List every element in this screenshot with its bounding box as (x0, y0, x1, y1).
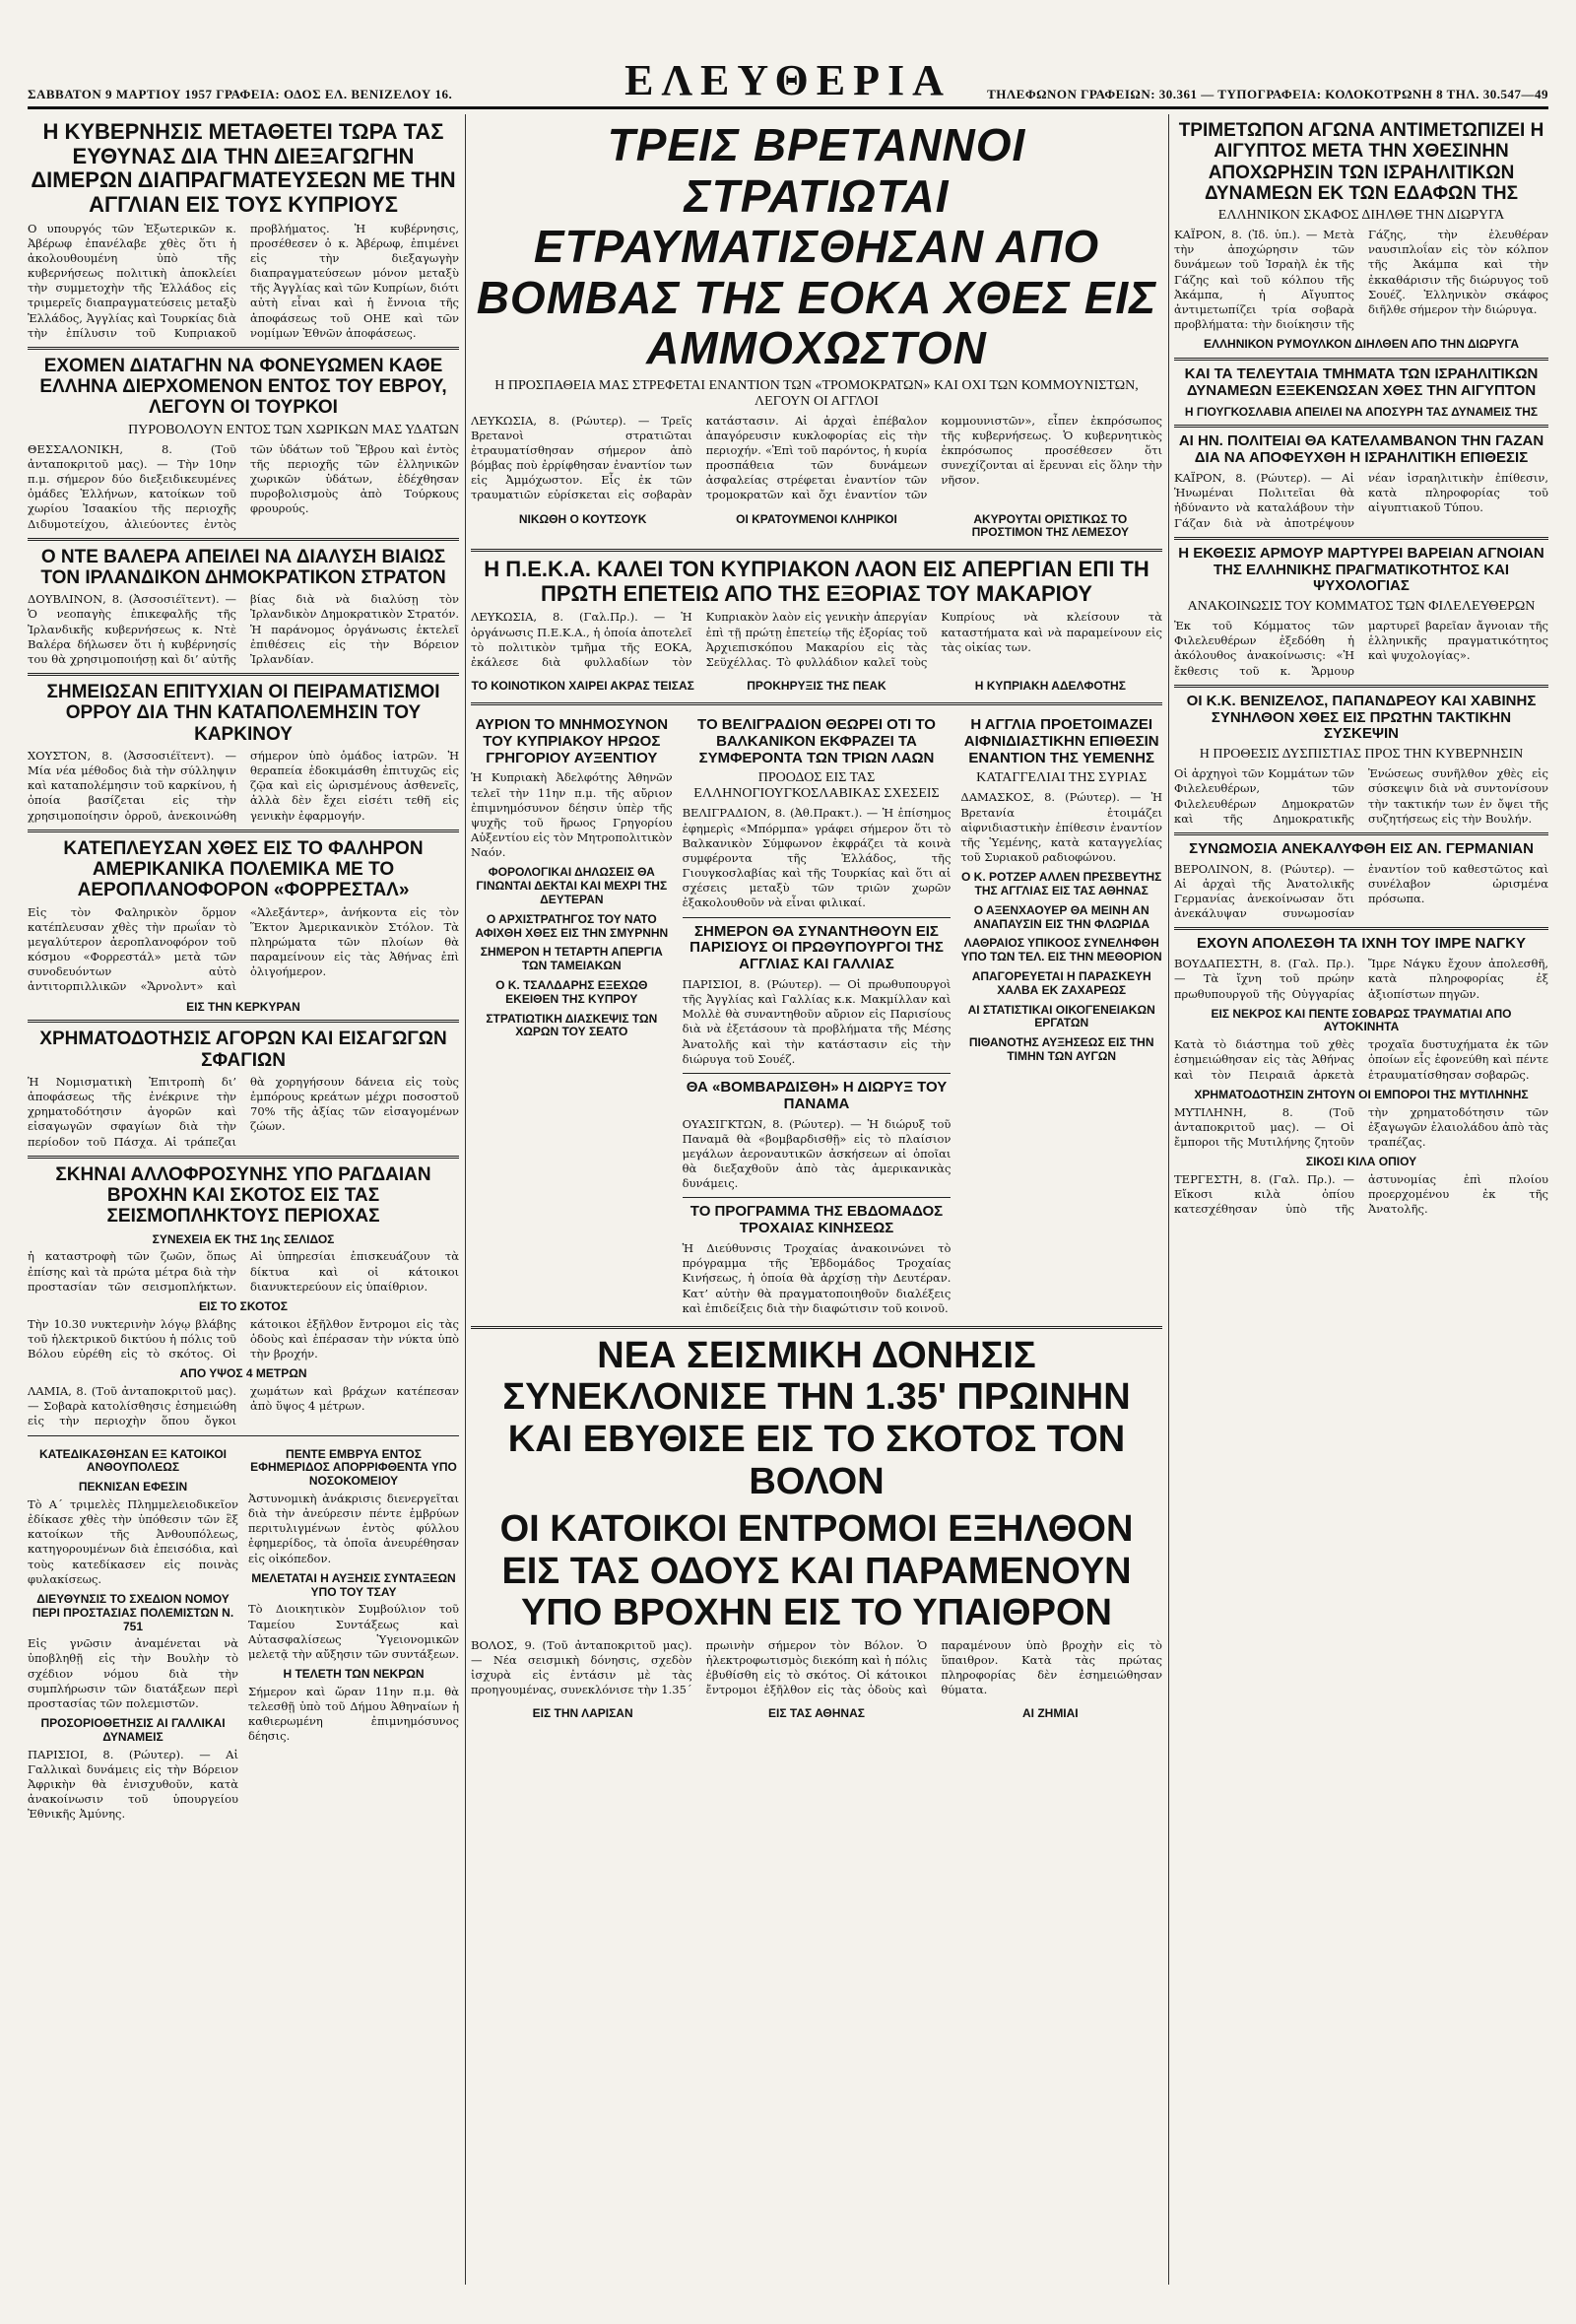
article-body: ΔΟΥΒΛΙΝΟΝ, 8. (Ἀσσοσιέϊτεντ). — Ὁ νεοπαγὴς ἐπικεφαλῆς τῆς Ἰρλανδικῆς κυβερνήσεως κ. Ντὲ Βαλέρα δήλωσεν ὅτι ἡ κυβέρνησίς του θὰ χρησιμοποιήσῃ καὶ δι’ αὐτῆς βίας διὰ νὰ διαλύσῃ τὸν Ἰρλανδικὸν Δημοκρατικὸν Στρατόν. Ἡ παράνομος ὀργάνωσις ἐκτελεῖ ἐπιθέσεις εἰς τὴν Βόρειον Ἰρλανδίαν. (28, 592, 459, 666)
subheading: ΕΙΣ ΤΗΝ ΚΕΡΚΥΡΑΝ (186, 999, 300, 1014)
article-body: Ἡ Διεύθυνσις Τροχαίας ἀνακοινώνει τὸ πρόγραμμα τῆς Ἑβδομάδος Τροχαίας Κινήσεως, ἡ ὁποία θὰ ἀρχίσῃ τὴν Δευτέραν. Κατ’ αὐτὴν θὰ πραγματοποιηθοῦν διαλέξεις καὶ ἐπιδείξεις διὰ τὴν διαφώτισιν τοῦ κοινοῦ. (682, 1241, 952, 1315)
column-rule (1168, 114, 1169, 2285)
article-body: ΒΟΥΔΑΠΕΣΤΗ, 8. (Γαλ. Πρ.). — Τὰ ἴχνη τοῦ πρώην πρωθυπουργοῦ τῆς Οὑγγαρίας Ἴμρε Νάγκυ ἔχουν ἀπολεσθῆ, κατὰ πληροφορίας ἐξ ἀξιοπίστων πηγῶν. (1174, 957, 1548, 1001)
divider (28, 538, 459, 541)
headline: ΣΗΜΕΡΟΝ Η ΤΕΤΑΡΤΗ ΑΠΕΡΓΙΑ ΤΩΝ ΤΑΜΕΙΑΚΩΝ (480, 945, 663, 973)
subheading: ΠΡΟΚΗΡΥΞΙΣ ΤΗΣ ΠΕΑΚ (747, 679, 886, 694)
headline: ΚΑΤΕΠΛΕΥΣΑΝ ΧΘΕΣ ΕΙΣ ΤΟ ΦΑΛΗΡΟΝ ΑΜΕΡΙΚΑΝΙΚΑ ΠΟΛΕΜΙΚΑ ΜΕ ΤΟ ΑΕΡΟΠΛΑΝΟΦΟΡΟΝ «ΦΟΡΡΕΣΤΑΛ» (63, 837, 424, 901)
subheading: ΕΙΣ ΤΗΝ ΛΑΡΙΣΑΝ (532, 1706, 633, 1721)
article-body: ἡ καταστροφὴ τῶν ζωῶν, ὅπως ἐπίσης καὶ τὰ πρώτα μέτρα διὰ τὴν προστασίαν τῶν σεισμοπλήκτων. Αἱ ὑπηρεσίαι ἐπισκευάζουν τὰ δίκτυα καὶ οἱ κάτοικοι διανυκτερεύουν εἰς ὑπαίθριον. (28, 1249, 459, 1294)
subheading: Η ΠΡΟΘΕΣΙΣ ΔΥΣΠΙΣΤΙΑΣ ΠΡΟΣ ΤΗΝ ΚΥΒΕΡΝΗΣΙΝ (1199, 747, 1524, 763)
headline: Ο ΑΞΕΝΧΑΟΥΕΡ ΘΑ ΜΕΙΝΗ ΑΝ ΑΝΑΠΑΥΣΙΝ ΕΙΣ ΤΗΝ ΦΛΩΡΙΔΑ (973, 902, 1150, 931)
headline: ΔΙΕΥΘΥΝΣΙΣ ΤΟ ΣΧΕΔΙΟΝ ΝΟΜΟΥ ΠΕΡΙ ΠΡΟΣΤΑΣΙΑΣ ΠΟΛΕΜΙΣΤΩΝ Ν. 751 (32, 1591, 234, 1633)
headline: Ο ΝΤΕ ΒΑΛΕΡΑ ΑΠΕΙΛΕΙ ΝΑ ΔΙΑΛΥΣΗ ΒΙΑΙΩΣ ΤΟΝ ΙΡΛΑΝΔΙΚΟΝ ΔΗΜΟΚΡΑΤΙΚΟΝ ΣΤΡΑΤΟΝ (40, 546, 446, 588)
divider (1174, 832, 1548, 835)
headline: ΑΙ ΣΤΑΤΙΣΤΙΚΑΙ ΟΙΚΟΓΕΝΕΙΑΚΩΝ ΕΡΓΑΤΩΝ (967, 1002, 1155, 1030)
article-body: ΟΥΑΣΙΓΚΤΩΝ, 8. (Ρώυτερ). — Ἡ διώρυξ τοῦ Παναμᾶ θὰ «βομβαρδισθῇ» εἰς τὸ πλαίσιον μεγάλων ἀεροναυτικῶν ἀσκήσεων αἱ ὁποῖαι θὰ διεξαχθοῦν ἀπὸ τὰς ἀμερικανικὰς δυνάμεις. (682, 1116, 952, 1191)
article-body: Ἐκ τοῦ Κόμματος τῶν Φιλελευθέρων ἐξεδόθη ἡ ἀκόλουθος ἀνακοίνωσις: «Ἡ ἔκθεσις τοῦ κ. Ἄρμουρ μαρτυρεῖ βαρεῖαν ἄγνοιαν τῆς ἑλληνικῆς πραγματικότητος καὶ ψυχολογίας». (1174, 619, 1548, 678)
divider (1174, 685, 1548, 688)
subheading: ΠΥΡΟΒΟΛΟΥΝ ΕΝΤΟΣ ΤΩΝ ΧΩΡΙΚΩΝ ΜΑΣ ΥΔΑΤΩΝ (128, 422, 459, 437)
article-body: Τὴν 10.30 νυκτερινὴν λόγῳ βλάβης τοῦ ἠλεκτρικοῦ δικτύου ἡ πόλις τοῦ Βόλου εὑρέθη εἰς τὸ σκότος. Οἱ κάτοικοι ἐξῆλθον ἔντρομοι εἰς τὰς ὁδοὺς καὶ ἐπέρασαν τὴν νύκτα ὑπὸ τὴν βροχήν. (28, 1316, 459, 1361)
divider (683, 917, 952, 918)
headline: ΑΙ ΗΝ. ΠΟΛΙΤΕΙΑΙ ΘΑ ΚΑΤΕΛΑΜΒΑΝΟΝ ΤΗΝ ΓΑΖΑΝ ΔΙΑ ΝΑ ΑΠΟΦΕΥΧΘΗ Η ΙΣΡΑΗΛΙΤΙΚΗ ΕΠΙΘΕΣΙΣ (1178, 432, 1544, 467)
headline: ΕΧΟΥΝ ΑΠΟΛΕΣΘΗ ΤΑ ΙΧΝΗ ΤΟΥ ΙΜΡΕ ΝΑΓΚΥ (1196, 935, 1527, 953)
divider (471, 549, 1162, 552)
headline: ΕΧΟΜΕΝ ΔΙΑΤΑΓΗΝ ΝΑ ΦΟΝΕΥΩΜΕΝ ΚΑΘΕ ΕΛΛΗΝΑ ΔΙΕΡΧΟΜΕΝΟΝ ΕΝΤΟΣ ΤΟΥ ΕΒΡΟΥ, ΛΕΓΟΥΝ ΟΙ ΤΟΥΡΚΟΙ (39, 355, 447, 419)
banner-subheading: Η ΠΡΟΣΠΑΘΕΙΑ ΜΑΣ ΣΤΡΕΦΕΤΑΙ ΕΝΑΝΤΙΟΝ ΤΩΝ «ΤΡΟΜΟΚΡΑΤΩΝ» ΚΑΙ ΟΧΙ ΤΩΝ ΚΟΜΜΟΥΝΙΣΤΩΝ, ΛΕΓΟΥΝ ΟΙ ΑΓΓΛΟΙ (494, 377, 1139, 409)
article-body: Εἰς τὸν Φαληρικὸν ὅρμον κατέπλευσαν χθὲς τὴν πρωΐαν τὸ μεγαλύτερον ἀεροπλανοφόρον τοῦ κόσμου «Φορρεστάλ» μετὰ τῶν συνοδευόντων αὐτὸ ἀντιτορπιλλικῶν «Ἄρνολντ» καὶ «Ἁλεξάντερ», ἀνήκοντα εἰς τὸν Ἕκτον Ἀμερικανικὸν Στόλον. Τὰ πληρώματα τῶν πλοίων θὰ παραμείνουν εἰς τὰς Ἀθήνας ἐπὶ ὀλιγοήμερον. (28, 904, 459, 994)
column-rule (465, 114, 466, 2285)
continuation-note: ΣΥΝΕΧΕΙΑ ΕΚ ΤΗΣ 1ης ΣΕΛΙΔΟΣ (152, 1231, 335, 1246)
masthead (28, 57, 1548, 109)
article-body: ΒΟΛΟΣ, 9. (Τοῦ ἀνταποκριτοῦ μας). — Νέα σεισμικὴ δόνησις, σχεδὸν ἰσχυρὰ εἰς ἐντάσιν μὲ τὰς προηγουμένας, συνεκλόνισε τὴν 1.35΄ πρωινὴν σήμερον τὸν Βόλον. Ὁ ἠλεκτροφωτισμὸς διεκόπη καὶ ἡ πόλις ἐβυθίσθη εἰς τὸ σκότος. Οἱ κάτοικοι ἔντρομοι ἐξῆλθον εἰς τὰς ὁδοὺς καὶ παραμένουν ὑπὸ βροχὴν εἰς τὸ ὕπαιθρον. Κατὰ τὰς πρώτας πληροφορίας δὲν ἐσημειώθησαν θύματα. (471, 1637, 1162, 1697)
banner-headline: ΤΡΕΙΣ ΒΡΕΤΑΝΝΟΙ ΣΤΡΑΤΙΩΤΑΙ ΕΤΡΑΥΜΑΤΙΣΘΗΣΑΝ ΑΠΟ ΒΟΜΒΑΣ ΤΗΣ ΕΟΚΑ ΧΘΕΣ ΕΙΣ ΑΜΜΟΧΩΣΤΟΝ (476, 119, 1157, 374)
headline: ΧΡΗΜΑΤΟΔΟΤΗΣΙΣ ΑΓΟΡΩΝ ΚΑΙ ΕΙΣΑΓΩΓΩΝ ΣΦΑΓΙΩΝ (39, 1029, 447, 1071)
headline: Η ΤΕΛΕΤΗ ΤΩΝ ΝΕΚΡΩΝ (283, 1667, 425, 1682)
divider (28, 1156, 459, 1159)
middle-center (683, 711, 952, 1320)
divider (1174, 358, 1548, 361)
headline: Η ΚΥΒΕΡΝΗΣΙΣ ΜΕΤΑΘΕΤΕΙ ΤΩΡΑ ΤΑΣ ΕΥΘΥΝΑΣ ΔΙΑ ΤΗΝ ΔΙΕΞΑΓΩΓΗΝ ΔΙΜΕΡΩΝ ΔΙΑΠΡΑΓΜΑΤΕΥΣΕΩΝ ΜΕ ΤΗΝ ΑΓΓΛΙΑΝ ΕΙΣ ΤΟΥΣ ΚΥΠΡΙΟΥΣ (31, 119, 456, 217)
article-body: ΒΕΛΙΓΡΑΔΙΟΝ, 8. (Ἀθ.Πρακτ.). — Ἡ ἐπίσημος ἐφημερὶς «Μπόρμπα» γράφει σήμερον ὅτι τὸ Βαλκανικὸν Σύμφωνον ἐκφράζει τὰ κοινὰ συμφέροντα τῆς Ἑλλάδος, τῆς Γιουγκοσλαβίας καὶ τῆς Τουρκίας καὶ ὅτι αἱ σχέσεις μεταξὺ τῶν τριῶν χωρῶν ἐξακολουθοῦν νὰ εἶναι φιλικαί. (682, 806, 952, 910)
article-body: ΛΕΥΚΩΣΙΑ, 8. (Ρώυτερ). — Τρεῖς Βρετανοὶ στρατιῶται ἐτραυματίσθησαν σήμερον ἀπὸ βόμβας ποὺ ἐρρίφθησαν ἐναντίον των εἰς Ἀμμόχωστον. Εἷς ἐκ τῶν τραυματιῶν εὑρίσκεται εἰς σοβαρὰν κατάστασιν. Αἱ ἀρχαὶ ἐπέβαλον ἀπαγόρευσιν κυκλοφορίας εἰς τὴν περιοχήν. «Ἐπὶ τοῦ παρόντος, ἡ κυρία προσπάθεια τῶν δυνάμεων ἀσφαλείας στρέφεται ἐναντίον τῶν τρομοκρατῶν καὶ ὄχι ἐναντίον τῶν κομμουνιστῶν», εἶπεν ἐκπρόσωπος τῆς κυβερνήσεως. Ὁ κυβερνητικὸς ἐκπρόσωπος προσέθεσεν ὅτι συνεχίζονται αἱ ἔρευναι εἰς ὅλην τὴν νῆσον. (471, 413, 1162, 502)
headline: Η ΑΓΓΛΙΑ ΠΡΟΕΤΟΙΜΑΖΕΙ ΑΙΦΝΙΔΙΑΣΤΙΚΗΝ ΕΠΙΘΕΣΙΝ ΕΝΑΝΤΙΟΝ ΤΗΣ ΥΕΜΕΝΗΣ (963, 715, 1159, 766)
headline: ΧΡΗΜΑΤΟΔΟΤΗΣΙΝ ΖΗΤΟΥΝ ΟΙ ΕΜΠΟΡΟΙ ΤΗΣ ΜΥΤΙΛΗΝΗΣ (1194, 1087, 1529, 1101)
subheading: ΑΙ ΖΗΜΙΑΙ (1021, 1706, 1079, 1721)
headline: ΣΥΝΩΜΟΣΙΑ ΑΝΕΚΑΛΥΦΘΗ ΕΙΣ ΑΝ. ΓΕΡΜΑΝΙΑΝ (1189, 839, 1534, 857)
subheading: ΑΝΑΚΟΙΝΩΣΙΣ ΤΟΥ ΚΟΜΜΑΤΟΣ ΤΩΝ ΦΙΛΕΛΕΥΘΕΡΩΝ (1187, 599, 1536, 615)
article-body: ΜΥΤΙΛΗΝΗ, 8. (Τοῦ ἀνταποκριτοῦ μας). — Οἱ ἔμποροι τῆς Μυτιλήνης ζητοῦν τὴν χρηματοδότησιν τῶν ἐξαγωγῶν ἐλαιολάδου ἀπὸ τὰς τραπέζας. (1174, 1104, 1548, 1149)
article-body: ΒΕΡΟΛΙΝΟΝ, 8. (Ρώυτερ). — Αἱ ἀρχαὶ τῆς Ἀνατολικῆς Γερμανίας ἀνεκοίνωσαν ὅτι ἀνεκάλυψαν συνωμοσίαν ἐναντίον τοῦ καθεστῶτος καὶ συνέλαβον ὡρισμένα πρόσωπα. (1174, 861, 1548, 921)
headline: Ο ΑΡΧΙΣΤΡΑΤΗΓΟΣ ΤΟΥ ΝΑΤΟ ΑΦΙΧΘΗ ΧΘΕΣ ΕΙΣ ΤΗΝ ΣΜΥΡΝΗΝ (475, 911, 669, 940)
subheading: ΕΙΣ ΤΑΣ ΑΘΗΝΑΣ (768, 1706, 865, 1721)
article-body: ΧΟΥΣΤΟΝ, 8. (Ἀσσοσιέϊτεντ). — Μία νέα μέθοδος διὰ τὴν σύλληψιν καὶ καταπολέμησιν τοῦ καρκίνου, ἡ ὁποία βασίζεται εἰς τὴν χρησιμοποίησιν ὀρροῦ, ἀνεκοινώθη σήμερον ὑπὸ ὁμάδος ἰατρῶν. Ἡ θεραπεία ἐδοκιμάσθη ἐπιτυχῶς εἰς ζῷα καὶ εἰς ὡρισμένους ἀσθενεῖς, ἀλλὰ δὲν ἔχει εἰσέτι τεθῆ εἰς γενικὴν ἐφαρμογήν. (28, 748, 459, 823)
phones-line: ΤΗΛΕΦΩΝΟΝ ΓΡΑΦΕΙΩΝ: 30.361 — ΤΥΠΟΓΡΑΦΕΙΑ: ΚΟΛΟΚΟΤΡΩΝΗ 8 ΤΗΛ. 30.547—49 (987, 87, 1548, 101)
article-body: ΚΑΪΡΟΝ, 8. (Ἰδ. ὑπ.). — Μετὰ τὴν ἀποχώρησιν τῶν δυνάμεων τοῦ Ἰσραὴλ ἐκ τῆς Γάζης καὶ τοῦ κόλπου τῆς Ἀκάμπα, ἡ Αἴγυπτος ἀντιμετωπίζει τρία σοβαρὰ προβλήματα: τὴν διοίκησιν τῆς Γάζης, τὴν ἐλευθέραν ναυσιπλοΐαν εἰς τὸν κόλπον τῆς Ἀκάμπα καὶ τὴν ἐκκαθάρισιν τῆς διώρυγος τοῦ Σουέζ. Ἑλληνικὸν σκάφος διῆλθε σήμερον τὴν διώρυγα. (1174, 228, 1548, 332)
article-body: Τὸ Α΄ τριμελὲς Πλημμελειοδικεῖον ἐδίκασε χθὲς τὴν ὑπόθεσιν τῶν ἓξ κατοίκων τῆς Ἀνθουπόλεως, κατηγορουμένων διὰ ἐπεισόδια, καὶ τοὺς κατεδίκασεν εἰς ποινὰς φυλακίσεως. (28, 1496, 238, 1586)
divider (1174, 425, 1548, 428)
headline: ΑΠΑΓΟΡΕΥΕΤΑΙ Η ΠΑΡΑΣΚΕΥΗ ΧΑΛΒΑ ΕΚ ΖΑΧΑΡΕΩΣ (971, 968, 1151, 997)
article-body: ΔΑΜΑΣΚΟΣ, 8. (Ρώυτερ). — Ἡ Βρετανία ἑτοιμάζει αἰφνιδιαστικὴν ἐπίθεσιν ἐναντίον τῆς Ὑεμένης, κατὰ καταγγελίας τοῦ Συριακοῦ ραδιοφώνου. (960, 790, 1162, 865)
headline: ΣΚΗΝΑΙ ΑΛΛΟΦΡΟΣΥΝΗΣ ΥΠΟ ΡΑΓΔΑΙΑΝ ΒΡΟΧΗΝ ΚΑΙ ΣΚΟΤΟΣ ΕΙΣ ΤΑΣ ΣΕΙΣΜΟΠΛΗΚΤΟΥΣ ΠΕΡΙΟΧΑΣ (55, 1163, 431, 1228)
divider (28, 673, 459, 676)
article-body: Οἱ ἀρχηγοὶ τῶν Κομμάτων τῶν Φιλελευθέρων, τῶν Φιλελευθέρων Δημοκρατῶν καὶ τῆς Δημοκρατικῆς Ἐνώσεως συνῆλθον χθὲς εἰς σύσκεψιν διὰ νὰ συντονίσουν τὴν τακτικήν των ἐν ὄψει τῆς συζητήσεως εἰς τὴν Βουλήν. (1174, 766, 1548, 826)
subheading: Η ΚΥΠΡΙΑΚΗ ΑΔΕΛΦΟΤΗΣ (974, 679, 1126, 694)
article-body: Σήμερον καὶ ὥραν 11ην π.μ. θὰ τελεσθῇ ὑπὸ τοῦ Δήμου Ἀθηναίων ἡ καθιερωμένη ἐπιμνημόσυνος δέησις. (248, 1684, 459, 1744)
headline: Η ΕΚΘΕΣΙΣ ΑΡΜΟΥΡ ΜΑΡΤΥΡΕΙ ΒΑΡΕΙΑΝ ΑΓΝΟΙΑΝ ΤΗΣ ΕΛΛΗΝΙΚΗΣ ΠΡΑΓΜΑΤΙΚΟΤΗΤΟΣ ΚΑΙ ΨΥΧΟΛΟΓΙΑΣ (1178, 544, 1544, 595)
divider (471, 1326, 1162, 1329)
article-body: ΠΑΡΙΣΙΟΙ, 8. (Ρώυτερ). — Αἱ Γαλλικαὶ δυνάμεις εἰς τὴν Βόρειον Ἀφρικὴν θὰ ἐνισχυθοῦν, κατὰ ἀνακοίνωσιν τοῦ ὑπουργείου Ἐθνικῆς Ἀμύνης. (28, 1747, 238, 1822)
subheading: ΑΚΥΡΟΥΤΑΙ ΟΡΙΣΤΙΚΩΣ ΤΟ ΠΡΟΣΤΙΜΟΝ ΤΗΣ ΛΕΜΕΣΟΥ (971, 511, 1130, 540)
headline: ΠΕΝΤΕ ΕΜΒΡΥΑ ΕΝΤΟΣ ΕΦΗΜΕΡΙΔΟΣ ΑΠΟΡΡΙΦΘΕΝΤΑ ΥΠΟ ΝΟΣΟΚΟΜΕΙΟΥ (250, 1446, 457, 1489)
headline: Ο Κ. ΡΟΤΖΕΡ ΑΛΛΕΝ ΠΡΕΣΒΕΥΤΗΣ ΤΗΣ ΑΓΓΛΙΑΣ ΕΙΣ ΤΑΣ ΑΘΗΝΑΣ (961, 870, 1162, 897)
short-items (28, 1442, 459, 1826)
cyprus-subitems (471, 507, 1162, 544)
article-body: Ἀστυνομικὴ ἀνάκρισις διενεργεῖται διὰ τὴν ἀνεύρεσιν πέντε ἐμβρύων περιτυλιγμένων ἐντὸς φύλλου ἐφημερίδος, τὰ ὁποῖα ἀνευρέθησαν εἰς οἰκόπεδον. (248, 1491, 459, 1565)
headline: ΕΙΣ ΝΕΚΡΟΣ ΚΑΙ ΠΕΝΤΕ ΣΟΒΑΡΩΣ ΤΡΑΥΜΑΤΙΑΙ ΑΠΟ ΑΥΤΟΚΙΝΗΤΑ (1211, 1006, 1512, 1034)
headline: ΜΕΛΕΤΑΤΑΙ Η ΑΥΞΗΣΙΣ ΣΥΝΤΑΞΕΩΝ ΥΠΟ ΤΟΥ ΤΣΑΥ (251, 1570, 456, 1599)
headline: ΣΗΜΕΙΩΣΑΝ ΕΠΙΤΥΧΙΑΝ ΟΙ ΠΕΙΡΑΜΑΤΙΣΜΟΙ ΟΡΡΟΥ ΔΙΑ ΤΗΝ ΚΑΤΑΠΟΛΕΜΗΣΙΝ ΤΟΥ ΚΑΡΚΙΝΟΥ (46, 682, 440, 745)
article-body: Τὸ Διοικητικὸν Συμβούλιον τοῦ Ταμείου Συντάξεως καὶ Αὐτασφαλίσεως Ὑγειονομικῶν μελετᾷ τὴν αὔξησιν τῶν συντάξεων. (248, 1602, 459, 1661)
article-body: ΘΕΣΣΑΛΟΝΙΚΗ, 8. (Τοῦ ἀνταποκριτοῦ μας). — Τὴν 10ην π.μ. σήμερον δύο διεξειδικευμένες ὁμάδες Ἑλλήνων, κατοίκων τοῦ χωρίου Ἰσαακίου τῆς περιοχῆς Διδυμοτείχου, ἀλιεύοντες ἐντὸς τῶν ὑδάτων τοῦ Ἕβρου καὶ ἐντὸς τῆς περιοχῆς τῶν ἑλληνικῶν χωρικῶν ὑδάτων, ἐδέχθησαν πυροβολισμοὺς ἀπὸ Τούρκους φρουρούς. (28, 441, 459, 531)
headline: ΛΑΘΡΑΙΟΣ ΥΠΙΚΟΟΣ ΣΥΝΕΛΗΦΘΗ ΥΠΟ ΤΩΝ ΤΕΛ. ΕΙΣ ΤΗΝ ΜΕΘΟΡΙΟΝ (960, 936, 1162, 964)
headline: ΟΙ ΚΑΤΟΙΚΟΙ ΕΝΤΡΟΜΟΙ ΕΞΗΛΘΟΝ ΕΙΣ ΤΑΣ ΟΔΟΥΣ ΚΑΙ ΠΑΡΑΜΕΝΟΥΝ ΥΠΟ ΒΡΟΧΗΝ ΕΙΣ ΤΟ ΥΠΑΙΘΡΟΝ (499, 1508, 1134, 1634)
middle-left (471, 711, 673, 1320)
headline: ΣΙΚΟΣΙ ΚΙΛΑ ΟΠΙΟΥ (1305, 1155, 1417, 1169)
divider (28, 830, 459, 832)
subheading: ΕΛΛΗΝΙΚΟΝ ΡΥΜΟΥΛΚΟΝ ΔΙΗΛΘΕΝ ΑΠΟ ΤΗΝ ΔΙΩΡΥΓΑ (1204, 337, 1519, 352)
divider (471, 702, 1162, 705)
divider (683, 1197, 952, 1198)
middle-right (960, 711, 1162, 1320)
article-body: ΤΕΡΓΕΣΤΗ, 8. (Γαλ. Πρ.). — Εἴκοσι κιλὰ ὀπίου κατεσχέθησαν ὑπὸ τῆς ἀστυνομίας ἐπὶ πλοίου προερχομένου ἐκ τῆς Ἀνατολῆς. (1174, 1171, 1548, 1217)
headline: ΚΑΙ ΤΑ ΤΕΛΕΥΤΑΙΑ ΤΜΗΜΑΤΑ ΤΩΝ ΙΣΡΑΗΛΙΤΙΚΩΝ ΔΥΝΑΜΕΩΝ ΕΞΕΚΕΝΩΣΑΝ ΧΘΕΣ ΤΗΝ ΑΙΓΥΠΤΟΝ (1184, 365, 1539, 399)
headline: ΣΗΜΕΡΟΝ ΘΑ ΣΥΝΑΝΤΗΘΟΥΝ ΕΙΣ ΠΑΡΙΣΙΟΥΣ ΟΙ ΠΡΩΘΥΠΟΥΡΓΟΙ ΤΗΣ ΑΓΓΛΙΑΣ ΚΑΙ ΓΑΛΛΙΑΣ (690, 922, 944, 973)
headline: ΘΑ «ΒΟΜΒΑΡΔΙΣΘΗ» Η ΔΙΩΡΥΞ ΤΟΥ ΠΑΝΑΜΑ (686, 1078, 948, 1112)
article-body: Εἰς γνῶσιν ἀναμένεται νὰ ὑποβληθῇ εἰς τὴν Βουλὴν τὸ σχέδιον νόμου διὰ τὴν συμπλήρωσιν τῶν διατάξεων περὶ προστασίας τῶν πολεμιστῶν. (28, 1636, 238, 1710)
subheading: ΝΙΚΩΘΗ Ο ΚΟΥΤΣΟΥΚ (518, 511, 647, 526)
headline: ΠΡΟΣΟΡΙΟΘΕΤΗΣΙΣ ΑΙ ΓΑΛΛΙΚΑΙ ΔΥΝΑΜΕΙΣ (40, 1716, 226, 1744)
divider (683, 1073, 952, 1074)
subheading: ΑΠΟ ΥΨΟΣ 4 ΜΕΤΡΩΝ (179, 1366, 307, 1381)
headline: ΣΤΡΑΤΙΩΤΙΚΗ ΔΙΑΣΚΕΨΙΣ ΤΩΝ ΧΩΡΩΝ ΤΟΥ ΣΕΑΤΟ (486, 1011, 658, 1039)
subheading: ΠΡΟΟΔΟΣ ΕΙΣ ΤΑΣ ΕΛΛΗΝΟΓΙΟΥΓΚΟΣΛΑΒΙΚΑΣ ΣΧΕΣΕΙΣ (693, 770, 940, 802)
subheading: ΕΙΣ ΤΟ ΣΚΟΤΟΣ (199, 1298, 288, 1313)
article-body: ΛΕΥΚΩΣΙΑ, 8. (Γαλ.Πρ.). — Ἡ ὀργάνωσις Π.Ε.Κ.Α., ἡ ὁποία ἀποτελεῖ τὸ πολιτικὸν τμῆμα τῆς ΕΟΚΑ, ἐκάλεσε διὰ φυλλαδίων τὸν Κυπριακὸν λαὸν εἰς γενικὴν ἀπεργίαν ἐπὶ τῇ πρώτῃ ἐπετείῳ τῆς ἐξορίας τοῦ Ἀρχιεπισκόπου Μακαρίου εἰς τὰς Σεϋχέλλας. Τὸ φυλλάδιον καλεῖ τοὺς Κυπρίους νὰ κλείσουν τὰ καταστήματα καὶ νὰ παραμείνουν εἰς τὰς οἰκίας των. (471, 610, 1162, 669)
divider (28, 1020, 459, 1023)
short-items-right (248, 1442, 459, 1826)
headline: Ο Κ. ΤΣΑΛΔΑΡΗΣ ΕΞΕΧΩΘ ΕΚΕΙΘΕΝ ΤΗΣ ΚΥΠΡΟΥ (495, 977, 648, 1006)
newspaper-title: ΕΛΕΥΘΕΡΙΑ (624, 56, 952, 104)
article-body: ΚΑΪΡΟΝ, 8. (Ρώυτερ). — Αἱ Ἡνωμέναι Πολιτεῖαι θὰ ἠδύναντο νὰ καταλάβουν τὴν Γάζαν διὰ νὰ ἀποτρέψουν νέαν ἰσραηλιτικὴν ἐπίθεσιν, κατὰ πληροφορίας τοῦ αἰγυπτιακοῦ Τύπου. (1174, 471, 1548, 530)
subheading: ΚΑΤΑΓΓΕΛΙΑΙ ΤΗΣ ΣΥΡΙΑΣ (976, 770, 1148, 786)
right-column (1174, 114, 1548, 2285)
left-column (28, 114, 459, 2285)
short-items-left (28, 1442, 238, 1826)
divider (1174, 537, 1548, 540)
divider (28, 1435, 459, 1436)
subheading: Η ΓΙΟΥΓΚΟΣΛΑΒΙΑ ΑΠΕΙΛΕΙ ΝΑ ΑΠΟΣΥΡΗ ΤΑΣ ΔΥΝΑΜΕΙΣ ΤΗΣ (1184, 404, 1539, 419)
headline: Η Π.Ε.Κ.Α. ΚΑΛΕΙ ΤΟΝ ΚΥΠΡΙΑΚΟΝ ΛΑΟΝ ΕΙΣ ΑΠΕΡΓΙΑΝ ΕΠΙ ΤΗ ΠΡΩΤΗ ΕΠΕΤΕΙΩ ΑΠΟ ΤΗΣ ΕΞΟΡΙΑΣ ΤΟΥ ΜΑΚΑΡΙΟΥ (484, 557, 1149, 606)
quake-subitems (471, 1701, 1162, 1724)
headline: ΠΙΘΑΝΟΤΗΣ ΑΥΞΗΣΕΩΣ ΕΙΣ ΤΗΝ ΤΙΜΗΝ ΤΩΝ ΑΥΓΩΝ (968, 1035, 1154, 1063)
headline: ΑΥΡΙΟΝ ΤΟ ΜΝΗΜΟΣΥΝΟΝ ΤΟΥ ΚΥΠΡΙΑΚΟΥ ΗΡΩΟΣ ΓΡΗΓΟΡΙΟΥ ΑΥΞΕΝΤΙΟΥ (475, 715, 669, 766)
peka-subitems (471, 674, 1162, 697)
article-body: Ἡ Κυπριακὴ Ἀδελφότης Ἀθηνῶν τελεῖ τὴν 11ην π.μ. τῆς αὔριον ἐπιμνημόσυνον δέησιν ὑπὲρ τῆς ψυχῆς τοῦ ἥρωος Γρηγορίου Αὐξεντίου εἰς τὸν Μητροπολιτικὸν Ναόν. (471, 770, 673, 860)
headline: ΤΟ ΒΕΛΙΓΡΑΔΙΟΝ ΘΕΩΡΕΙ ΟΤΙ ΤΟ ΒΑΛΚΑΝΙΚΟΝ ΕΚΦΡΑΖΕΙ ΤΑ ΣΥΜΦΕΡΟΝΤΑ ΤΩΝ ΤΡΙΩΝ ΛΑΩΝ (697, 715, 936, 766)
subheading: ΟΙ ΚΡΑΤΟΥΜΕΝΟΙ ΚΛΗΡΙΚΟΙ (736, 511, 897, 526)
headline: ΤΟ ΠΡΟΓΡΑΜΜΑ ΤΗΣ ΕΒΔΟΜΑΔΟΣ ΤΡΟΧΑΙΑΣ ΚΙΝΗΣΕΩΣ (690, 1203, 944, 1237)
middle-section (471, 711, 1162, 1320)
date-line: ΣΑΒΒΑΤΟΝ 9 ΜΑΡΤΙΟΥ 1957 ΓΡΑΦΕΙΑ: ΟΔΟΣ ΕΛ. ΒΕΝΙΖΕΛΟΥ 16. (28, 87, 453, 101)
headline: ΝΕΑ ΣΕΙΣΜΙΚΗ ΔΟΝΗΣΙΣ ΣΥΝΕΚΛΟΝΙΣΕ ΤΗΝ 1.35' ΠΡΩΙΝΗΝ ΚΑΙ ΕΒΥΘΙΣΕ ΕΙΣ ΤΟ ΣΚΟΤΟΣ ΤΟΝ ΒΟΛΟΝ (502, 1334, 1131, 1502)
center-column (471, 114, 1162, 2285)
article-body: ΠΑΡΙΣΙΟΙ, 8. (Ρώυτερ). — Οἱ πρωθυπουργοὶ τῆς Ἀγγλίας καὶ Γαλλίας κ.κ. Μακμίλλαν καὶ Μολλὲ θὰ συναντηθοῦν αὔριον εἰς Παρισίους διὰ νὰ ἐξετάσουν τὰ προβλήματα τῆς Μέσης Ἀνατολῆς καὶ τὴν κατάστασιν εἰς τὴν διώρυγα τοῦ Σουέζ. (682, 976, 952, 1066)
subheading: ΕΛΛΗΝΙΚΟΝ ΣΚΑΦΟΣ ΔΙΗΛΘΕ ΤΗΝ ΔΙΩΡΥΓΑ (1217, 208, 1505, 224)
article-body: Ο υπουργός τῶν Ἐξωτερικῶν κ. Ἀβέρωφ ἐπανέλαβε χθὲς ὅτι ἡ ἀκολουθουμένη ὑπὸ τῆς κυβερνήσεως πολιτικὴ ἀποκλείει τὴν συμμετοχὴν τῆς Ἑλλάδος εἰς τριμερεῖς διαπραγματεύσεις μεταξὺ Ἑλλάδος, Ἀγγλίας καὶ Τουρκίας διὰ τὴν ἐπίλυσιν τοῦ Κυπριακοῦ προβλήματος. Ἡ κυβέρνησις, προσέθεσεν ὁ κ. Ἀβέρωφ, ἐπιμένει εἰς τὴν διεξαγωγὴν διαπραγματεύσεων μόνον μεταξὺ τῆς Ἀγγλίας καὶ τῶν Κυπρίων, διότι αὐτὴ εἶναι καὶ ἡ ἔννοια τῆς ἀποφάσεως τοῦ ΟΗΕ καὶ τῶν νομίμων Ἐθνῶν ἀποφάσεως. (28, 221, 459, 340)
article-body: Ἡ Νομισματικὴ Ἐπιτροπὴ δι’ ἀποφάσεως τῆς ἐνέκρινε τὴν χρηματοδότησιν ἀγορῶν καὶ εἰσαγωγῶν σφαγίων διὰ τὴν περίοδον τοῦ Πάσχα. Αἱ τράπεζαι θὰ χορηγήσουν δάνεια εἰς τοὺς ἐμπόρους κρεάτων μέχρι ποσοστοῦ 70% τῆς ἀξίας τῶν εἰσαγομένων ζώων. (28, 1074, 459, 1149)
subheading: ΤΟ ΚΟΙΝΟΤΙΚΟΝ ΧΑΙΡΕΙ ΑΚΡΑΣ ΤΕΙΣΑΣ (471, 679, 694, 694)
headline: ΚΑΤΕΔΙΚΑΣΘΗΣΑΝ ΕΞ ΚΑΤΟΙΚΟΙ ΑΝΘΟΥΠΟΛΕΩΣ (39, 1446, 227, 1475)
subheading: ΠΕΚΝΙΣΑΝ ΕΦΕΣΙΝ (78, 1480, 188, 1494)
article-body: Κατὰ τὸ διάστημα τοῦ χθὲς ἐσημειώθησαν εἰς τὰς Ἀθήνας καὶ τὸν Πειραιᾶ ἀρκετὰ τροχαῖα δυστυχήματα ἐκ τῶν ὁποίων εἷς ἐφονεύθη καὶ πέντε ἐτραυματίσθησαν σοβαρῶς. (1174, 1037, 1548, 1082)
headline: ΦΟΡΟΛΟΓΙΚΑΙ ΔΗΛΩΣΕΙΣ ΘΑ ΓΙΝΩΝΤΑΙ ΔΕΚΤΑΙ ΚΑΙ ΜΕΧΡΙ ΤΗΣ ΔΕΥΤΕΡΑΝ (476, 865, 668, 906)
headline: ΤΡΙΜΕΤΩΠΟΝ ΑΓΩΝΑ ΑΝΤΙΜΕΤΩΠΙΖΕΙ Η ΑΙΓΥΠΤΟΣ ΜΕΤΑ ΤΗΝ ΧΘΕΣΙΝΗΝ ΑΠΟΧΩΡΗΣΙΝ ΤΩΝ ΙΣΡΑΗΛΙΤΙΚΩΝ ΔΥΝΑΜΕΩΝ ΕΚ ΤΩΝ ΕΔΑΦΩΝ ΤΗΣ (1178, 120, 1544, 204)
headline: ΟΙ Κ.Κ. ΒΕΝΙΖΕΛΟΣ, ΠΑΠΑΝΔΡΕΟΥ ΚΑΙ ΧΑΒΙΝΗΣ ΣΥΝΗΛΘΟΝ ΧΘΕΣ ΕΙΣ ΠΡΩΤΗΝ ΤΑΚΤΙΚΗΝ ΣΥΣΚΕΨΙΝ (1186, 692, 1537, 743)
divider (1174, 927, 1548, 930)
divider (28, 347, 459, 350)
article-body: ΛΑΜΙΑ, 8. (Τοῦ ἀνταποκριτοῦ μας). — Σοβαρὰ κατολίσθησις ἐσημειώθη εἰς τὴν περιοχὴν ὅπου ὄγκοι χωμάτων καὶ βράχων κατέπεσαν ἀπὸ ὕψος 4 μέτρων. (28, 1383, 459, 1428)
